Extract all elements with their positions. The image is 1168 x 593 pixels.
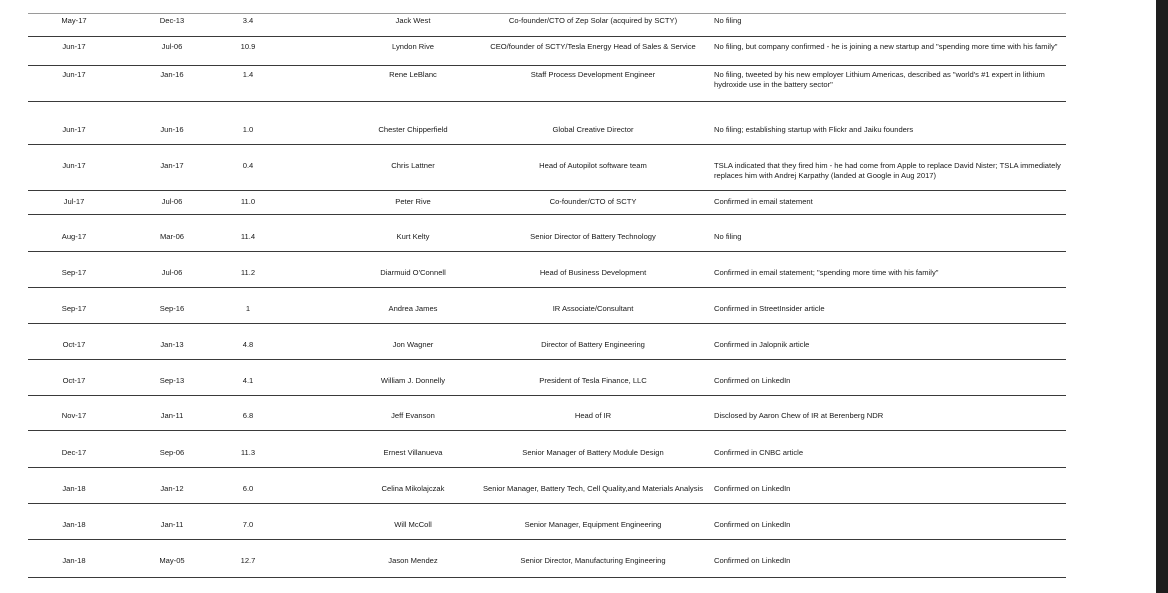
note-cell: No filing, tweeted by his new employer Lithium Americas, described as "world's #1 expert in lithium hydroxide use in the battery sector" [714, 70, 1045, 89]
note-cell: Disclosed by Aaron Chew of IR at Berenberg NDR [714, 411, 884, 420]
name-cell: Jack West [395, 16, 431, 25]
left-date-cell: Oct-17 [62, 376, 86, 385]
table-row [28, 372, 1066, 396]
note-cell: Confirmed on LinkedIn [714, 484, 791, 493]
tenure-cell: 11.0 [240, 197, 256, 206]
name-cell: William J. Donnelly [380, 376, 446, 385]
title-cell: Senior Director, Manufacturing Engineering [520, 556, 666, 565]
table-row [28, 228, 1066, 252]
note-cell: Confirmed on LinkedIn [714, 520, 791, 529]
table-row [28, 13, 1066, 37]
note-cell: No filing, but company confirmed - he is joining a new startup and "spending more time with his family" [714, 42, 1058, 51]
note-cell: TSLA indicated that they fired him - he had come from Apple to replace David Nister; TSLA immediately replaces him with Andrej Karpathy (landed at Google in Aug 2017) [714, 161, 1061, 180]
left-date-cell: Nov-17 [61, 411, 87, 420]
start-date-cell: Jul-06 [161, 42, 183, 51]
table-row [28, 552, 1066, 578]
title-cell: Senior Manager of Battery Module Design [522, 448, 664, 457]
name-cell: Andrea James [388, 304, 438, 313]
tenure-cell: 1 [245, 304, 251, 313]
note-cell: No filing [714, 16, 742, 25]
start-date-cell: May-05 [159, 556, 185, 565]
note-cell: Confirmed in email statement [714, 197, 813, 206]
left-date-cell: Oct-17 [62, 340, 86, 349]
start-date-cell: Jan-17 [160, 161, 184, 170]
title-cell: Director of Battery Engineering [541, 340, 645, 349]
left-date-cell: Dec-17 [61, 448, 87, 457]
left-date-cell: Jul-17 [63, 197, 85, 206]
tenure-cell: 1.0 [242, 125, 254, 134]
title-cell: Head of Autopilot software team [539, 161, 647, 170]
start-date-cell: Mar-06 [159, 232, 185, 241]
table-row [28, 38, 1066, 66]
table-row [28, 193, 1066, 215]
name-cell: Jason Mendez [388, 556, 438, 565]
start-date-cell: Jun-16 [160, 125, 184, 134]
title-cell: Staff Process Development Engineer [530, 70, 656, 79]
name-cell: Chester Chipperfield [378, 125, 448, 134]
name-cell: Jeff Evanson [391, 411, 435, 420]
name-cell: Rene LeBlanc [389, 70, 437, 79]
left-date-cell: Jun-17 [62, 70, 86, 79]
name-cell: Will McColl [394, 520, 432, 529]
start-date-cell: Dec-13 [159, 16, 185, 25]
tenure-cell: 11.2 [240, 268, 256, 277]
name-cell: Ernest Villanueva [383, 448, 443, 457]
start-date-cell: Sep-13 [159, 376, 185, 385]
note-cell: Confirmed on LinkedIn [714, 376, 791, 385]
table-row [28, 300, 1066, 324]
name-cell: Chris Lattner [391, 161, 435, 170]
title-cell: Senior Manager, Equipment Engineering [524, 520, 662, 529]
start-date-cell: Jul-06 [161, 197, 183, 206]
left-date-cell: Sep-17 [61, 268, 87, 277]
name-cell: Lyndon Rive [392, 42, 434, 51]
name-cell: Celina Mikolajczak [381, 484, 445, 493]
start-date-cell: Jan-11 [160, 520, 184, 529]
start-date-cell: Sep-16 [159, 304, 185, 313]
table-row [28, 121, 1066, 145]
table-row [28, 516, 1066, 540]
title-cell: Senior Manager, Battery Tech, Cell Quality,and Materials Analysis [482, 484, 704, 493]
tenure-cell: 4.8 [242, 340, 254, 349]
title-cell: IR Associate/Consultant [552, 304, 634, 313]
table-row [28, 66, 1066, 102]
tenure-cell: 0.4 [242, 161, 254, 170]
table-row [28, 480, 1066, 504]
name-cell: Diarmuid O'Connell [380, 268, 446, 277]
left-date-cell: May-17 [61, 16, 87, 25]
left-date-cell: Jun-17 [62, 161, 86, 170]
start-date-cell: Jul-06 [161, 268, 183, 277]
note-cell: Confirmed in Jalopnik article [714, 340, 810, 349]
left-date-cell: Sep-17 [61, 304, 87, 313]
tenure-cell: 10.9 [240, 42, 256, 51]
title-cell: CEO/founder of SCTY/Tesla Energy Head of Sales & Service [490, 42, 696, 51]
table-row [28, 157, 1066, 191]
title-cell: Global Creative Director [552, 125, 634, 134]
table-row [28, 264, 1066, 288]
tenure-cell: 11.4 [240, 232, 256, 241]
title-cell: Co-founder/CTO of Zep Solar (acquired by SCTY) [508, 16, 678, 25]
table-row [28, 407, 1066, 431]
title-cell: Head of Business Development [539, 268, 647, 277]
left-date-cell: Jan-18 [62, 556, 86, 565]
name-cell: Jon Wagner [392, 340, 434, 349]
tenure-cell: 4.1 [242, 376, 254, 385]
note-cell: Confirmed in StreetInsider article [714, 304, 825, 313]
note-cell: Confirmed on LinkedIn [714, 556, 791, 565]
tenure-cell: 3.4 [242, 16, 254, 25]
note-cell: No filing; establishing startup with Flickr and Jaiku founders [714, 125, 914, 134]
start-date-cell: Jan-13 [160, 340, 184, 349]
start-date-cell: Jan-16 [160, 70, 184, 79]
title-cell: Co-founder/CTO of SCTY [549, 197, 637, 206]
tenure-cell: 1.4 [242, 70, 254, 79]
left-date-cell: Jan-18 [62, 484, 86, 493]
left-date-cell: Jun-17 [62, 42, 86, 51]
note-cell: Confirmed in CNBC article [714, 448, 804, 457]
title-cell: Head of IR [574, 411, 612, 420]
tenure-cell: 6.8 [242, 411, 254, 420]
name-cell: Kurt Kelty [396, 232, 430, 241]
left-date-cell: Jun-17 [62, 125, 86, 134]
vertical-scrollbar[interactable] [1156, 0, 1168, 593]
note-cell: No filing [714, 232, 742, 241]
start-date-cell: Jan-11 [160, 411, 184, 420]
table-row [28, 444, 1066, 468]
note-cell: Confirmed in email statement; "spending more time with his family" [714, 268, 939, 277]
start-date-cell: Jan-12 [160, 484, 184, 493]
start-date-cell: Sep-06 [159, 448, 185, 457]
tenure-cell: 6.0 [242, 484, 254, 493]
tenure-cell: 7.0 [242, 520, 254, 529]
tenure-cell: 12.7 [240, 556, 256, 565]
table-row [28, 336, 1066, 360]
title-cell: Senior Director of Battery Technology [530, 232, 656, 241]
name-cell: Peter Rive [395, 197, 431, 206]
tenure-cell: 11.3 [240, 448, 256, 457]
left-date-cell: Aug-17 [61, 232, 87, 241]
title-cell: President of Tesla Finance, LLC [539, 376, 647, 385]
left-date-cell: Jan-18 [62, 520, 86, 529]
